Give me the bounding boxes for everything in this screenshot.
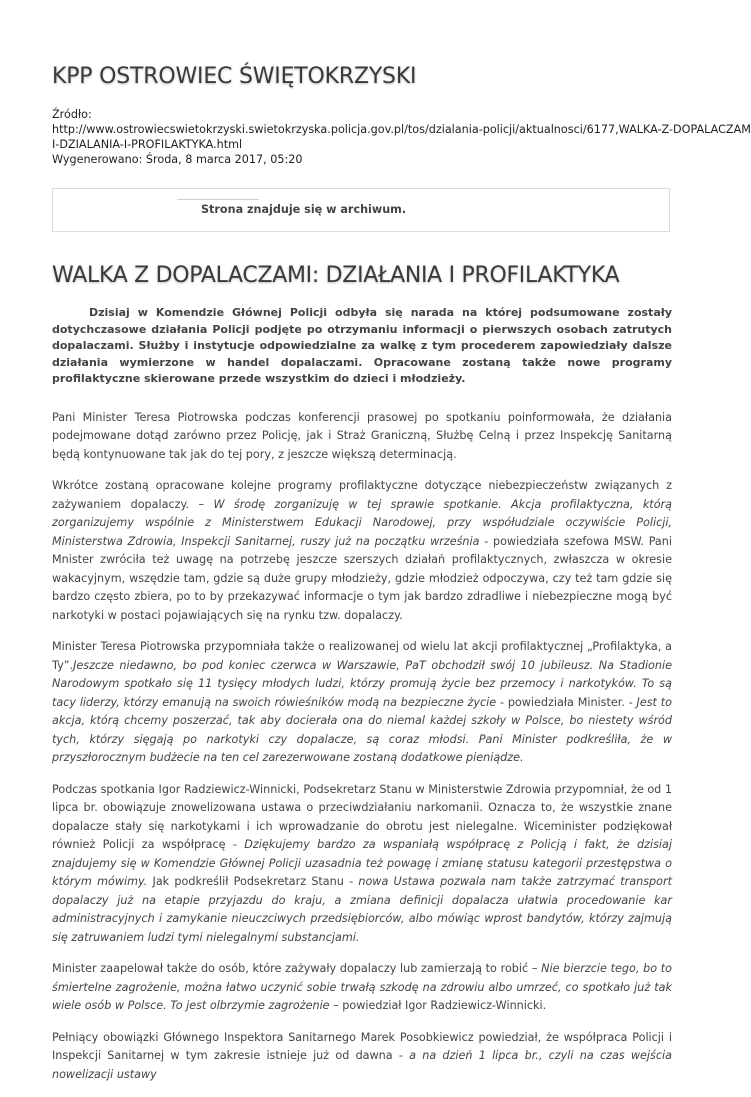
article-title: WALKA Z DOPALACZAMI: DZIAŁANIA I PROFILAKTYKA [52,263,620,288]
paragraph-5-quote: Nie bierzcie tego, bo to śmiertelne zagrożenie, można łatwo uczynić sobie trwałą szkodę na zdrowiu albo umrzeć, co spotkało już tak wiele osób w Polsce. To jest olbrzymie zagrożenie [52,962,672,1012]
paragraph-2 [52,477,672,625]
paragraph-6 [52,1029,672,1085]
paragraph-3-text-a: Minister Teresa Piotrowska przypomniała także o realizowanej od wielu lat akcji profilaktycznej „Profilaktyka, a Ty”. [52,640,672,672]
article-lead: Dzisiaj w Komendzie Głównej Policji odbyła się narada na której podsumowane zostały dotychczasowe działania Policji podjęte po otrzymaniu informacji o pierwszych osobach zatrutych dopalaczami. Służby i instytucje odpowiedzialne za walkę z tym procederem zapowiedziały dalsze działania wymierzone w handel dopalaczami. Opracowane zostaną także nowe programy profilaktyczne skierowane przede wszystkim do dzieci i młodzieży. [52,306,672,385]
archive-notice-box [52,188,670,232]
paragraph-5-text-a: Minister zaapelował także do osób, które zażywały dopalaczy lub zamierzają to robić – [52,962,542,975]
paragraph-2-text-a: Wkrótce zostaną opracowane kolejne programy profilaktyczne dotyczące niebezpieczeństw związanych z zażywaniem dopalaczy. – [52,479,672,511]
paragraph-5-text-c: – powiedział Igor Radziewicz-Winnicki. [329,999,547,1012]
paragraph-4-text-c: Jak podkreślił Podsekretarz Stanu - [147,875,359,888]
source-url-line-1[interactable]: http://www.ostrowiecswietokrzyski.swietokrzyska.policja.gov.pl/tos/dzialania-policji/aktualnosci/6177,WALKA-Z-DOPALACZAM [52,123,751,136]
paragraph-4 [52,781,672,948]
paragraph-3-text-c: - powiedziała Minister. - [496,695,637,709]
paragraph-1: Pani Minister Teresa Piotrowska podczas konferencji prasowej po spotkaniu poinformowała, że działania podejmowane dotąd zarówno przez Policję, jak i Straż Graniczną, Służbę Celną i przez Inspekcję Sanitarną będą kontynuowane tak jak do tej pory, z jeszcze większą determinacją. [52,410,672,461]
source-url-line-2[interactable]: I-DZIALANIA-I-PROFILAKTYKA.html [52,138,243,151]
archive-notice: Strona znajduje się w archiwum. [201,203,407,216]
site-title: KPP OSTROWIEC ŚWIĘTOKRZYSKI [52,64,417,89]
paragraph-2-quote: W środę zorganizuję w tej sprawie spotkanie. Akcja profilaktyczna, którą zorganizujemy wspólnie z Ministerstwem Edukacji Narodowej, przy współudziale oczywiście Policji, Ministerstwa Zdrowia, Inspekcji Sanitarnej, ruszy już na początku września [52,497,672,548]
source-label: Źródło: [52,108,92,121]
paragraph-6-text-a: Pełniący obowiązki Głównego Inspektora Sanitarnego Marek Posobkiewicz powiedział, że współpraca Policji i Inspekcji Sanitarnej w tym zakresie istnieje już od dawna - [52,1030,672,1062]
paragraph-3-quote-1: Jeszcze niedawno, bo pod koniec czerwca w Warszawie, PaT obchodził swój 10 jubileusz. Na Stadionie Narodowym spotkało się 11 tysięcy młodych ludzi, którzy promują życie bez przemocy i narkotyków. To są tacy liderzy, którzy emanują na swoich rówieśników modą na bezpieczne życie [52,658,672,709]
paragraph-4-text-a: Podczas spotkania Igor Radziewicz-Winnicki, Podsekretarz Stanu w Ministerstwie Zdrowia przypomniał, że od 1 lipca br. obowiązuje znowelizowana ustawa o przeciwdziałaniu narkomanii. Oznacza to, że wszystkie znane dopalacze stały się narkotykami i ich wprowadzanie do obrotu jest nielegalne. Wiceminister podziękował również Policji za współpracę - [52,782,672,851]
paragraph-6-quote: a na dzień 1 lipca br., czyli na czas wejścia nowelizacji ustawy [52,1049,672,1081]
generated-date: Wygenerowano: Środa, 8 marca 2017, 05:20 [52,153,303,166]
source-meta [52,107,751,167]
paragraph-4-quote-1: Dziękujemy bardzo za wspaniałą współpracę z Policją i fakt, że dzisiaj znajdujemy się w Komendzie Głównej Policji uzasadnia też powagę i zmianę statusu kategorii przestępstwa o którym mówimy. [52,838,672,888]
paragraph-4-quote-2: nowa Ustawa pozwala nam także zatrzymać transport dopalaczy już na etapie przyjazdu do kraju, a zmiana definicji dopalacza ułatwia procedowanie kar administracyjnych i zamykanie nieuczciwych przedsiębiorców, albo mówiąc wprost bandytów, którzy zajmują się zatruwaniem ludzi tymi nielegalnymi substancjami. [52,875,672,944]
paragraph-3 [52,638,672,768]
paragraph-3-quote-2: Jest to akcja, którą chcemy poszerzać, tak aby docierała ona do niemal każdej szkoły w Polsce, bo niestety wśród tych, którzy sięgają po narkotyki czy dopalacze, są coraz młodsi. Pani Minister podkreśliła, że w przyszłorocznym budżecie na ten cel zarezerwowane zostaną dodatkowe pieniądze. [52,695,672,764]
paragraph-2-text-c: - powiedziała szefowa MSW. Pani Mnister zwróciła też uwagę na potrzebę jeszcze szerszych działań profilaktycznych, zwłaszcza w okresie wakacyjnym, wszędzie tam, gdzie są duże grupy młodzieży, gdzie młodzież odpoczywa, czy też tam gdzie się bardzo często zbiera, po to by przekazywać informacje o tym jak bardzo zdradliwe i niebezpieczne mogą być narkotyki w postaci pojawiających się na rynku tzw. dopalaczy. [52,534,672,622]
archive-divider [177,199,259,200]
article-body [52,305,672,1097]
paragraph-5 [52,960,672,1016]
